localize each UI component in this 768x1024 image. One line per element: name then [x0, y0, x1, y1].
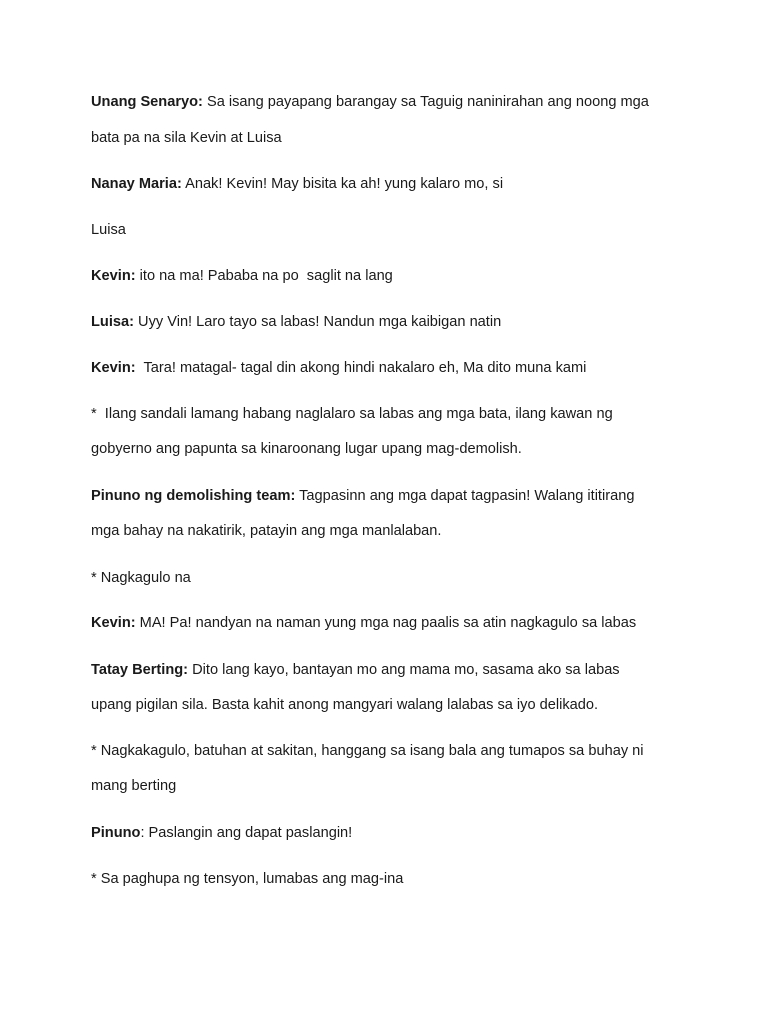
speaker-label: Kevin:: [91, 268, 136, 284]
line-text: mga bahay na nakatirik, patayin ang mga manlalaban.: [91, 523, 442, 539]
script-line: [91, 221, 126, 239]
script-line: [91, 267, 393, 285]
speaker-label: Unang Senaryo:: [91, 94, 203, 110]
script-line: [91, 870, 403, 888]
script-line: [91, 696, 598, 714]
script-line: [91, 777, 176, 795]
line-text: Uyy Vin! Laro tayo sa labas! Nandun mga kaibigan natin: [133, 314, 502, 330]
script-line: [91, 824, 352, 842]
speaker-label: Kevin:: [91, 360, 136, 376]
line-text: * Ilang sandali lamang habang naglalaro sa labas ang mga bata, ilang kawan ng: [91, 406, 613, 422]
script-line: [91, 405, 613, 423]
line-text: gobyerno ang papunta sa kinaroonang lugar upang mag-demolish.: [91, 441, 522, 457]
script-line: [91, 487, 634, 505]
line-text: MA! Pa! nandyan na naman yung mga nag paalis sa atin nagkagulo sa labas: [135, 615, 637, 631]
line-text: : Paslangin ang dapat paslangin!: [140, 825, 353, 841]
speaker-label: Nanay Maria:: [91, 176, 182, 192]
speaker-label: Pinuno: [91, 825, 141, 841]
script-line: [91, 661, 620, 679]
line-text: Tara! matagal- tagal din akong hindi nakalaro eh, Ma dito muna kami: [135, 360, 587, 376]
script-line: [91, 93, 649, 111]
script-line: [91, 522, 441, 540]
script-line: [91, 175, 503, 193]
script-line: [91, 129, 282, 147]
line-text: Sa isang payapang barangay sa Taguig naninirahan ang noong mga: [202, 94, 649, 110]
line-text: upang pigilan sila. Basta kahit anong mangyari walang lalabas sa iyo delikado.: [91, 697, 599, 713]
line-text: ito na ma! Pababa na po saglit na lang: [135, 268, 393, 284]
script-line: [91, 359, 586, 377]
line-text: Anak! Kevin! May bisita ka ah! yung kalaro mo, si: [181, 176, 504, 192]
line-text: * Sa paghupa ng tensyon, lumabas ang mag-ina: [91, 871, 404, 887]
line-text: mang berting: [91, 778, 177, 794]
line-text: bata pa na sila Kevin at Luisa: [91, 130, 282, 146]
line-text: * Nagkagulo na: [91, 570, 191, 586]
speaker-label: Kevin:: [91, 615, 136, 631]
line-text: Dito lang kayo, bantayan mo ang mama mo, sasama ako sa labas: [188, 662, 620, 678]
speaker-label: Luisa:: [91, 314, 134, 330]
script-line: [91, 614, 636, 632]
script-line: [91, 742, 644, 760]
script-line: [91, 313, 501, 331]
script-line: [91, 569, 191, 587]
line-text: Luisa: [91, 222, 126, 238]
speaker-label: Pinuno ng demolishing team:: [91, 488, 296, 504]
speaker-label: Tatay Berting:: [91, 662, 189, 678]
script-line: [91, 440, 522, 458]
line-text: * Nagkakagulo, batuhan at sakitan, hanggang sa isang bala ang tumapos sa buhay ni: [91, 743, 644, 759]
line-text: Tagpasinn ang mga dapat tagpasin! Walang ititirang: [295, 488, 635, 504]
